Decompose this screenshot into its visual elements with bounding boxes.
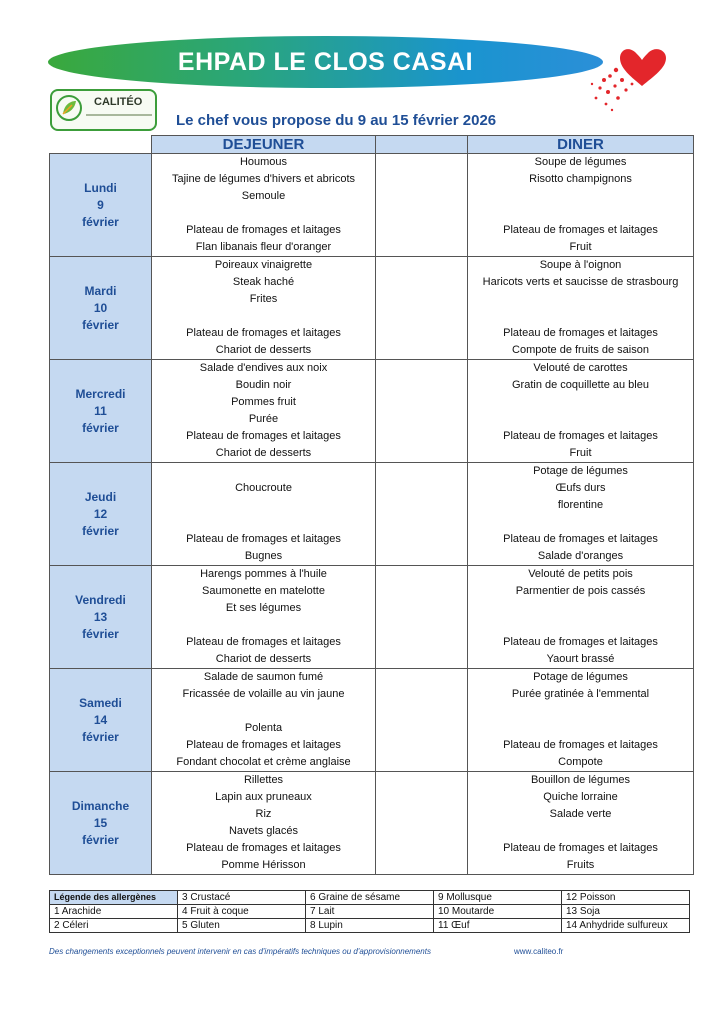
dinner-dish: Quiche lorraine — [543, 791, 618, 803]
dinner-dish: Compote — [558, 756, 603, 768]
dinner-dish: Velouté de carottes — [533, 362, 628, 374]
day-month: février — [82, 317, 119, 332]
lunch-dish: Chariot de desserts — [215, 344, 312, 356]
lunch-dish: Chariot de desserts — [215, 653, 312, 665]
lunch-dish: Semoule — [241, 190, 286, 202]
day-num: 15 — [93, 815, 108, 830]
lunch-cell — [152, 257, 376, 360]
day-num: 12 — [93, 506, 108, 521]
lunch-dish: Choucroute — [235, 482, 292, 494]
dinner-dish: Compote de fruits de saison — [512, 344, 649, 356]
gap-cell — [376, 154, 468, 257]
gap-cell — [376, 669, 468, 772]
lunch-dish: Pommes fruit — [231, 396, 296, 408]
dinner-dish: Risotto champignons — [529, 173, 632, 185]
dinner-dish — [468, 205, 693, 222]
lunch-dish — [152, 463, 375, 480]
day-row — [50, 360, 694, 463]
day-name: Samedi — [79, 695, 122, 710]
day-label — [50, 361, 151, 461]
dinner-dish — [468, 188, 693, 205]
lunch-dish: Plateau de fromages et laitages — [186, 533, 341, 545]
dinner-header: DINER — [468, 136, 694, 154]
legend-item: 13 Soja — [562, 905, 690, 919]
day-cell — [50, 154, 152, 257]
lunch-dish: Plateau de fromages et laitages — [186, 636, 341, 648]
legend-row — [50, 905, 690, 919]
lunch-dish: Riz — [255, 808, 272, 820]
gap-cell — [376, 463, 468, 566]
lunch-dish: Plateau de fromages et laitages — [186, 739, 341, 751]
lunch-dish: Bugnes — [244, 550, 283, 562]
day-num: 14 — [93, 712, 108, 727]
lunch-dish — [152, 514, 375, 531]
caliteo-logo — [50, 89, 157, 131]
dinner-dish — [468, 308, 693, 325]
lunch-dish — [152, 497, 375, 514]
lunch-dish — [152, 617, 375, 634]
day-name: Dimanche — [71, 798, 130, 813]
gap-cell — [376, 360, 468, 463]
dinner-cell — [468, 669, 694, 772]
logo-tagline — [86, 114, 152, 116]
lunch-dish — [152, 308, 375, 325]
dinner-dish: Soupe à l'oignon — [539, 259, 622, 271]
lunch-dish: Et ses légumes — [225, 602, 302, 614]
day-month: février — [82, 214, 119, 229]
dinner-dish: Potage de légumes — [533, 671, 628, 683]
lunch-dish: Plateau de fromages et laitages — [186, 430, 341, 442]
allergen-legend — [49, 890, 690, 933]
lunch-dish — [152, 205, 375, 222]
chef-subtitle: Le chef vous propose du 9 au 15 février 2026 — [176, 112, 497, 129]
dinner-cell — [468, 154, 694, 257]
lunch-cell — [152, 669, 376, 772]
lunch-dish: Harengs pommes à l'huile — [200, 568, 327, 580]
day-num: 9 — [97, 197, 104, 212]
website-link[interactable]: www.caliteo.fr — [514, 947, 564, 956]
gap-cell — [376, 772, 468, 875]
dinner-dish — [468, 514, 693, 531]
day-row — [50, 257, 694, 360]
dinner-dish: Haricots verts et saucisse de strasbourg — [482, 276, 679, 288]
lunch-dish: Plateau de fromages et laitages — [186, 327, 341, 339]
dinner-cell — [468, 360, 694, 463]
lunch-dish — [152, 703, 375, 720]
day-cell — [50, 566, 152, 669]
lunch-dish: Fondant chocolat et crème anglaise — [176, 756, 351, 768]
legend-item: 9 Mollusque — [434, 891, 562, 905]
day-label — [50, 567, 151, 667]
dinner-dish — [468, 703, 693, 720]
dinner-dish: Plateau de fromages et laitages — [503, 327, 658, 339]
dinner-dish: Bouillon de légumes — [530, 774, 631, 786]
dinner-dish: Salade d'oranges — [537, 550, 624, 562]
legend-item: 6 Graine de sésame — [306, 891, 434, 905]
gap-header — [376, 136, 468, 154]
legend-item: 8 Lupin — [306, 919, 434, 933]
legend-item: 12 Poisson — [562, 891, 690, 905]
day-cell — [50, 669, 152, 772]
corner-cell — [50, 136, 152, 154]
day-cell — [50, 257, 152, 360]
lunch-dish: Houmous — [239, 156, 288, 168]
lunch-dish: Salade d'endives aux noix — [199, 362, 328, 374]
dinner-dish: Fruit — [569, 241, 592, 253]
dinner-dish — [468, 291, 693, 308]
day-name: Mercredi — [75, 386, 126, 401]
dinner-dish: Fruit — [569, 447, 592, 459]
dinner-dish: Plateau de fromages et laitages — [503, 636, 658, 648]
dinner-dish: Plateau de fromages et laitages — [503, 739, 658, 751]
dinner-dish — [468, 823, 693, 840]
lunch-dish: Purée — [248, 413, 279, 425]
lunch-dish: Fricassée de volaille au vin jaune — [182, 688, 345, 700]
day-cell — [50, 463, 152, 566]
legend-item: 10 Moutarde — [434, 905, 562, 919]
lunch-cell — [152, 772, 376, 875]
dinner-dish: Salade verte — [549, 808, 612, 820]
legend-row — [50, 891, 690, 905]
lunch-dish: Chariot de desserts — [215, 447, 312, 459]
day-month: février — [82, 626, 119, 641]
lunch-dish: Navets glacés — [228, 825, 299, 837]
legend-item: 3 Crustacé — [178, 891, 306, 905]
dinner-dish — [468, 617, 693, 634]
lunch-dish: Tajine de légumes d'hivers et abricots — [171, 173, 356, 185]
legend-item: 5 Gluten — [178, 919, 306, 933]
lunch-dish: Rillettes — [243, 774, 284, 786]
day-cell — [50, 772, 152, 875]
lunch-cell — [152, 360, 376, 463]
lunch-header: DEJEUNER — [152, 136, 376, 154]
lunch-cell — [152, 463, 376, 566]
day-cell — [50, 360, 152, 463]
hearts-decoration — [582, 40, 682, 120]
dinner-dish: Œufs durs — [555, 482, 606, 494]
lunch-cell — [152, 154, 376, 257]
legend-item: 1 Arachide — [50, 905, 178, 919]
day-month: février — [82, 523, 119, 538]
lunch-dish: Polenta — [244, 722, 283, 734]
lunch-cell — [152, 566, 376, 669]
legend-item: 14 Anhydride sulfureux — [562, 919, 690, 933]
dinner-cell — [468, 566, 694, 669]
legend-title: Légende des allergènes — [50, 891, 178, 905]
day-month: février — [82, 420, 119, 435]
dinner-cell — [468, 772, 694, 875]
lunch-dish: Plateau de fromages et laitages — [186, 842, 341, 854]
logo-name: CALITÉO — [94, 96, 143, 108]
day-label — [50, 670, 151, 770]
leaf-logo-icon — [56, 95, 82, 121]
legend-item: 11 Œuf — [434, 919, 562, 933]
dinner-dish: Purée gratinée à l'emmental — [511, 688, 650, 700]
dinner-dish: Plateau de fromages et laitages — [503, 533, 658, 545]
day-name: Jeudi — [84, 489, 117, 504]
day-name: Mardi — [84, 283, 117, 298]
lunch-dish: Saumonette en matelotte — [202, 585, 325, 597]
lunch-dish: Frites — [249, 293, 278, 305]
dinner-cell — [468, 463, 694, 566]
dinner-dish: Plateau de fromages et laitages — [503, 430, 658, 442]
lunch-dish: Boudin noir — [235, 379, 292, 391]
lunch-dish: Pomme Hérisson — [221, 859, 306, 871]
day-month: février — [82, 832, 119, 847]
lunch-dish: Poireaux vinaigrette — [214, 259, 313, 271]
lunch-dish: Steak haché — [232, 276, 295, 288]
day-num: 10 — [93, 300, 108, 315]
day-row — [50, 566, 694, 669]
legend-row — [50, 919, 690, 933]
day-row — [50, 772, 694, 875]
dinner-dish — [468, 600, 693, 617]
dinner-dish: Yaourt brassé — [546, 653, 615, 665]
footer-note: Des changements exceptionnels peuvent intervenir en cas d'impératifs techniques ou d'approvisionnements — [49, 947, 431, 956]
legend-item: 2 Céleri — [50, 919, 178, 933]
day-num: 13 — [93, 609, 108, 624]
dinner-cell — [468, 257, 694, 360]
dinner-dish: Soupe de légumes — [534, 156, 627, 168]
day-num: 11 — [94, 403, 107, 418]
dinner-dish: florentine — [557, 499, 604, 511]
gap-cell — [376, 257, 468, 360]
day-label — [50, 258, 151, 358]
dinner-dish: Gratin de coquillette au bleu — [512, 379, 649, 391]
column-header-row — [50, 136, 694, 154]
dinner-dish: Velouté de petits pois — [528, 568, 633, 580]
dinner-dish — [468, 411, 693, 428]
legend-item: 7 Lait — [306, 905, 434, 919]
day-name: Lundi — [84, 180, 117, 195]
lunch-dish: Lapin aux pruneaux — [215, 791, 312, 803]
day-month: février — [82, 729, 119, 744]
dinner-dish: Potage de légumes — [533, 465, 628, 477]
day-label — [50, 773, 151, 873]
dinner-dish — [468, 720, 693, 737]
legend-item: 4 Fruit à coque — [178, 905, 306, 919]
day-row — [50, 154, 694, 257]
heart-icon — [582, 40, 682, 120]
day-label — [50, 155, 151, 255]
day-row — [50, 669, 694, 772]
day-label — [50, 464, 151, 564]
gap-cell — [376, 566, 468, 669]
lunch-dish: Plateau de fromages et laitages — [186, 224, 341, 236]
lunch-dish: Salade de saumon fumé — [203, 671, 324, 683]
dinner-dish — [468, 394, 693, 411]
day-row — [50, 463, 694, 566]
dinner-dish: Parmentier de pois cassés — [515, 585, 646, 597]
dinner-dish: Fruits — [566, 859, 595, 871]
day-name: Vendredi — [75, 592, 126, 607]
page-title: EHPAD LE CLOS CASAI — [177, 47, 474, 76]
dinner-dish: Plateau de fromages et laitages — [503, 224, 658, 236]
lunch-dish: Flan libanais fleur d'oranger — [195, 241, 332, 253]
menu-table — [49, 135, 694, 875]
dinner-dish: Plateau de fromages et laitages — [503, 842, 658, 854]
